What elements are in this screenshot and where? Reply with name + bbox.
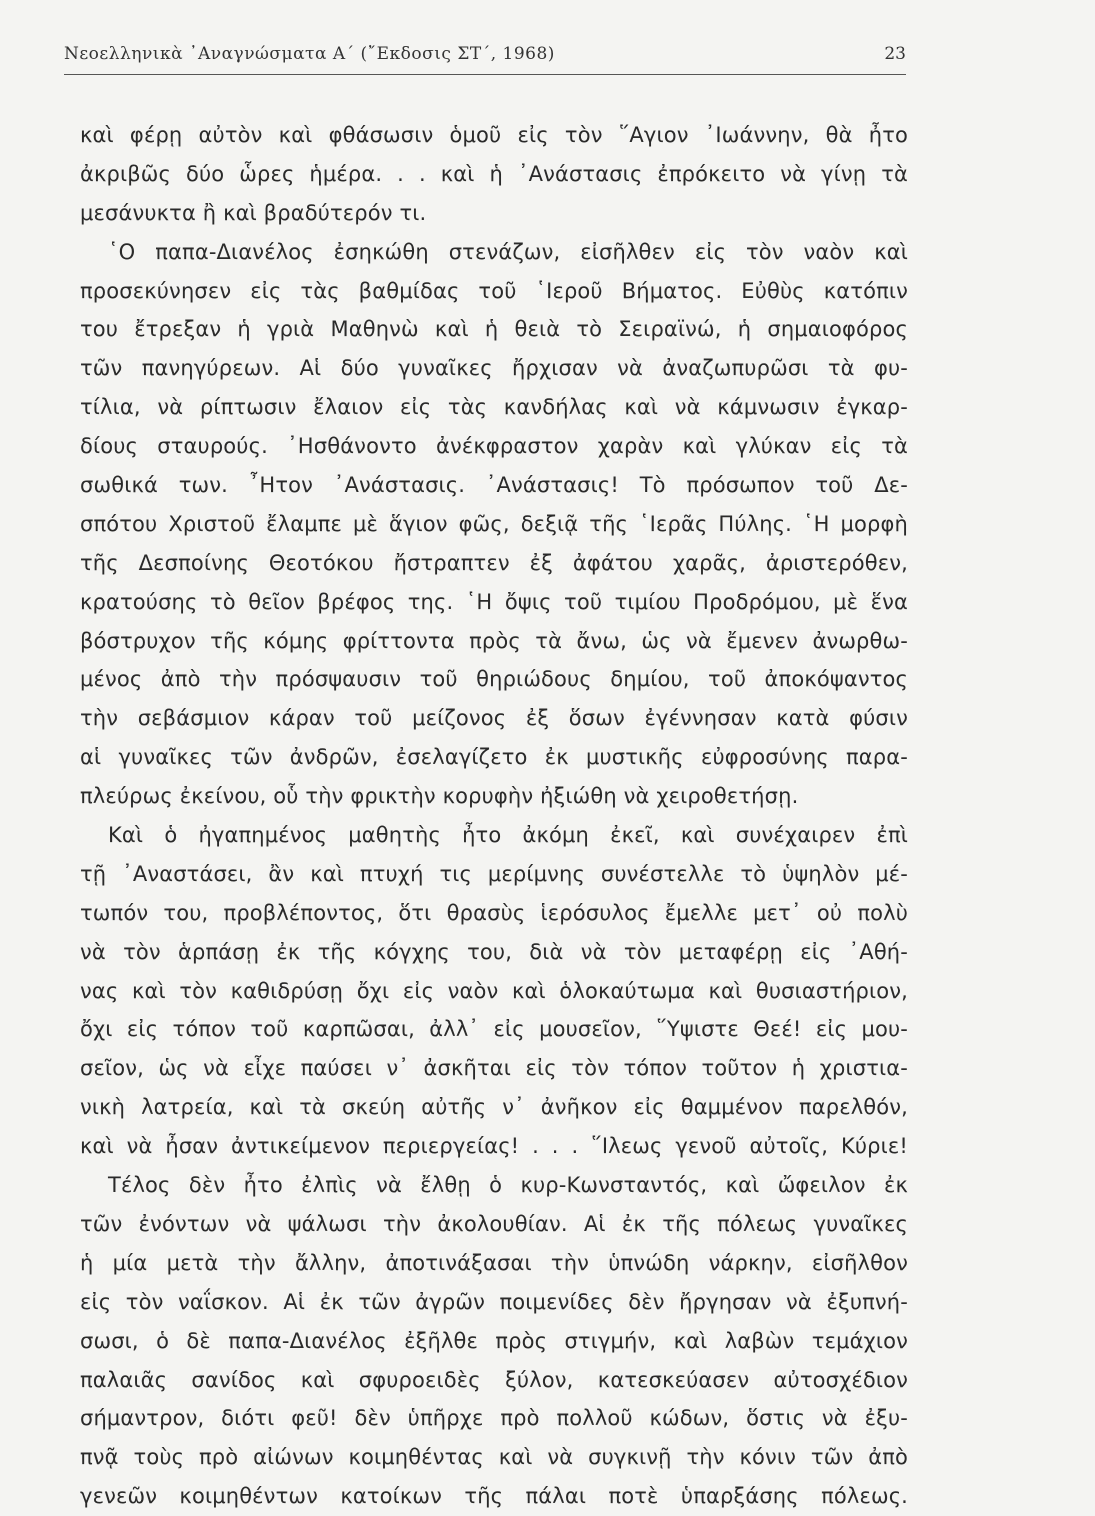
text-line: τωπόν του, προβλέποντος, ὅτι θρασὺς ἱερόσυλος ἔμελλε μετ᾿ οὐ πολὺ (80, 900, 908, 925)
text-line: τῶν ἐνόντων νὰ ψάλωσι τὴν ἀκολουθίαν. Αἱ ἐκ τῆς πόλεως γυναῖκες (80, 1211, 908, 1236)
text-line: ἡ μία μετὰ τὴν ἄλλην, ἀποτινάξασαι τὴν ὑπνώδη νάρκην, εἰσῆλθον (80, 1250, 908, 1275)
text-line: νὰ τὸν ἁρπάσῃ ἐκ τῆς κόγχης του, διὰ νὰ τὸν μεταφέρῃ εἰς ᾿Αθή- (80, 939, 908, 964)
text-line: σήμαντρον, διότι φεῦ! δὲν ὑπῆρχε πρὸ πολλοῦ κώδων, ὅστις νὰ ἐξυ- (80, 1406, 908, 1431)
text-line: μεσάνυκτα ἢ καὶ βραδύτερόν τι. (80, 200, 427, 225)
text-line: νικὴ λατρεία, καὶ τὰ σκεύη αὐτῆς ν᾿ ἀνῆκον εἰς θαμμένον παρελθόν, (80, 1095, 908, 1120)
text-line: μένος ἀπὸ τὴν πρόσψαυσιν τοῦ θηριώδους δημίου, τοῦ ἀποκόψαντος (80, 667, 908, 692)
text-line: προσεκύνησεν εἰς τὰς βαθμίδας τοῦ ῾Ιεροῦ Βήματος. Εὐθὺς κατόπιν (80, 278, 908, 303)
text-line: τίλια, νὰ ρίπτωσιν ἔλαιον εἰς τὰς κανδήλας καὶ νὰ κάμνωσιν ἐγκαρ- (80, 395, 908, 420)
text-line: γενεῶν κοιμηθέντων κατοίκων τῆς πάλαι ποτὲ ὑπαρξάσης πόλεως. (80, 1484, 908, 1509)
text-line: ἀκριβῶς δύο ὧρες ἡμέρα. . . καὶ ἡ ᾿Ανάστασις ἐπρόκειτο νὰ γίνῃ τὰ (80, 161, 908, 186)
text-line: εἰς τὸν ναΐσκον. Αἱ ἐκ τῶν ἀγρῶν ποιμενίδες δὲν ἤργησαν νὰ ἐξυπνή- (80, 1289, 908, 1314)
text-line: πλεύρως ἐκείνου, οὗ τὴν φρικτὴν κορυφὴν ἠξιώθη νὰ χειροθετήσῃ. (80, 784, 799, 809)
text-line: δίους σταυρούς. ᾿Ησθάνοντο ἀνέκφραστον χαρὰν καὶ γλύκαν εἰς τὰ (80, 434, 908, 459)
text-line: σωσι, ὁ δὲ παπα-Διανέλος ἐξῆλθε πρὸς στιγμήν, καὶ λαβὼν τεμάχιον (80, 1328, 908, 1353)
text-line: ῾Ο παπα-Διανέλος ἐσηκώθη στενάζων, εἰσῆλθεν εἰς τὸν ναὸν καὶ (108, 239, 908, 264)
text-line: τῶν πανηγύρεων. Αἱ δύο γυναῖκες ἤρχισαν νὰ ἀναζωπυρῶσι τὰ φυ- (80, 356, 908, 381)
text-line: του ἔτρεξαν ἡ γριὰ Μαθηνὼ καὶ ἡ θειὰ τὸ Σειραϊνώ, ἡ σημαιοφόρος (80, 317, 908, 342)
text-line: αἱ γυναῖκες τῶν ἀνδρῶν, ἐσελαγίζετο ἐκ μυστικῆς εὐφροσύνης παρα- (80, 745, 908, 770)
text-line: ὄχι εἰς τόπον τοῦ καρπῶσαι, ἀλλ᾿ εἰς μουσεῖον, ῞Υψιστε Θεέ! εἰς μου- (80, 1017, 908, 1042)
text-line: σωθικά των. ῏Ητον ᾿Ανάστασις. ᾿Ανάστασις! Τὸ πρόσωπον τοῦ Δε- (80, 473, 908, 498)
text-line: καὶ φέρῃ αὐτὸν καὶ φθάσωσιν ὁμοῦ εἰς τὸν ῞Αγιον ᾿Ιωάννην, θὰ ἦτο (80, 123, 908, 147)
text-line: κρατούσης τὸ θεῖον βρέφος της. ῾Η ὄψις τοῦ τιμίου Προδρόμου, μὲ ἕνα (80, 589, 908, 614)
header-title: Νεοελληνικὰ ᾿Αναγνώσματα Α΄ (῎Εκδοσις ΣΤ΄, 1968) (64, 44, 555, 64)
page-number: 23 (884, 44, 906, 64)
text-line: σπότου Χριστοῦ ἔλαμπε μὲ ἅγιον φῶς, δεξιᾷ τῆς ῾Ιερᾶς Πύλης. ῾Η μορφὴ (80, 511, 908, 536)
text-line: καὶ νὰ ἦσαν ἀντικείμενον περιεργείας! . . . ῞Ιλεως γενοῦ αὐτοῖς, Κύριε! (80, 1134, 908, 1159)
text-line: βόστρυχον τῆς κόμης φρίττοντα πρὸς τὰ ἄνω, ὡς νὰ ἔμενεν ἀνωρθω- (80, 628, 908, 653)
body-text (80, 116, 908, 1516)
text-line: τῇ ᾿Αναστάσει, ἂν καὶ πτυχή τις μερίμνης συνέστελλε τὸ ὑψηλὸν μέ- (80, 861, 908, 886)
text-line: νας καὶ τὸν καθιδρύσῃ ὄχι εἰς ναὸν καὶ ὁλοκαύτωμα καὶ θυσιαστήριον, (80, 978, 908, 1003)
running-header (64, 38, 906, 75)
text-line: Τέλος δὲν ἦτο ἐλπὶς νὰ ἔλθῃ ὁ κυρ-Κωνσταντός, καὶ ὤφειλον ἐκ (108, 1173, 908, 1198)
text-line: Καὶ ὁ ἠγαπημένος μαθητὴς ἦτο ἀκόμη ἐκεῖ, καὶ συνέχαιρεν ἐπὶ (108, 823, 908, 848)
text-line: τὴν σεβάσμιον κάραν τοῦ μείζονος ἐξ ὅσων ἐγέννησαν κατὰ φύσιν (80, 706, 908, 731)
text-line: τῆς Δεσποίνης Θεοτόκου ἤστραπτεν ἐξ ἀφάτου χαρᾶς, ἀριστερόθεν, (80, 550, 908, 575)
text-line: πνᾷ τοὺς πρὸ αἰώνων κοιμηθέντας καὶ νὰ συγκινῇ τὴν κόνιν τῶν ἀπὸ (80, 1445, 908, 1470)
text-line: παλαιᾶς σανίδος καὶ σφυροειδὲς ξύλον, κατεσκεύασεν αὐτοσχέδιον (80, 1367, 908, 1392)
text-line: σεῖον, ὡς νὰ εἶχε παύσει ν᾿ ἀσκῆται εἰς τὸν τόπον τοῦτον ἡ χριστια- (80, 1056, 908, 1081)
